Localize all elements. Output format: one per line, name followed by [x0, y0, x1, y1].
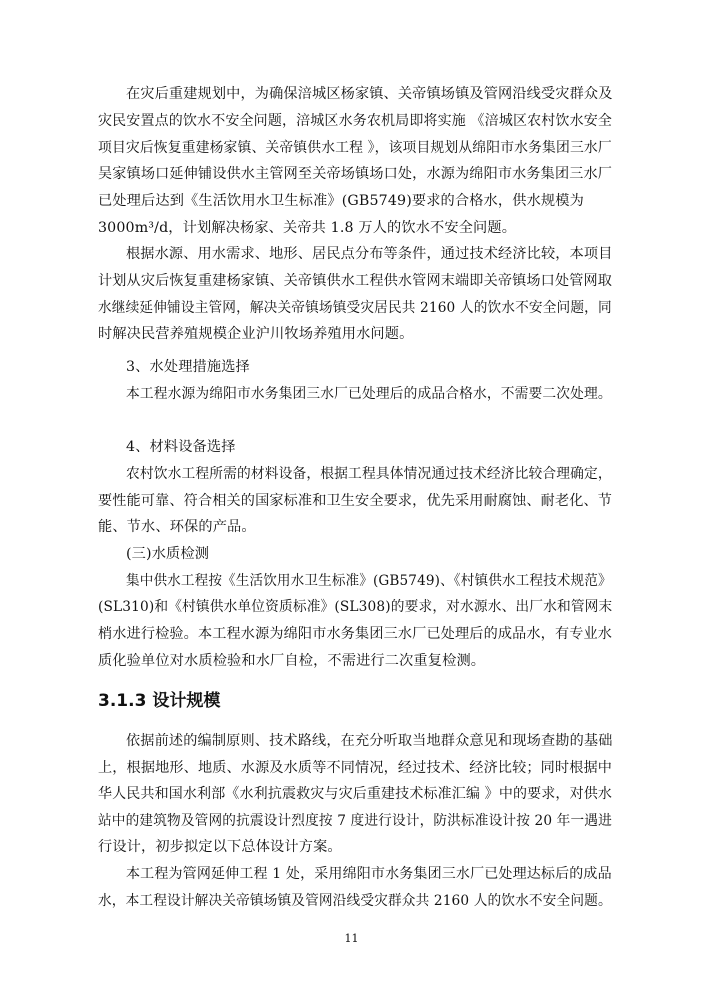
body-text-line: (SL310)和《村镇供水单位资质标准》(SL308)的要求，对水源水、出厂水和管网末	[98, 599, 613, 615]
subsection-heading: (三)水质检测	[126, 546, 210, 562]
body-text-line: 依据前述的编制原则、技术路线，在充分听取当地群众意见和现场查勘的基础	[126, 733, 613, 749]
section-heading: 3.1.3 设计规模	[98, 691, 221, 711]
body-text-line: 计划从灾后恢复重建杨家镇、关帝镇供水工程供水管网末端即关帝镇场口处管网取	[98, 273, 613, 289]
body-text-line: 能、节水、环保的产品。	[98, 519, 256, 535]
body-text-line: 水，本工程设计解决关帝镇场镇及管网沿线受灾群众共 2160 人的饮水不安全问题。	[98, 893, 612, 909]
subsection-heading: 3、水处理措施选择	[126, 359, 250, 375]
body-text-line: 质化验单位对水质检验和水厂自检，不需进行二次重复检测。	[98, 653, 486, 669]
body-text-line: 吴家镇场口延伸铺设供水主管网至关帝场镇场口处，水源为绵阳市水务集团三水厂	[98, 166, 613, 182]
body-text-line: 水继续延伸铺设主管网，解决关帝镇场镇受灾居民共 2160 人的饮水不安全问题，同	[98, 300, 612, 316]
body-text-line: 上，根据地形、地质、水源及水质等不同情况，经过技术、经济比较；同时根据中	[98, 760, 613, 776]
body-text-line: 站中的建筑物及管网的抗震设计烈度按 7 度进行设计，防洪标准设计按 20 年一遇进	[98, 813, 612, 829]
page-number: 11	[344, 932, 359, 945]
body-text-line: 在灾后重建规划中，为确保涪城区杨家镇、关帝镇场镇及管网沿线受灾群众及	[126, 86, 613, 102]
body-text-line: 项目灾后恢复重建杨家镇、关帝镇供水工程 》，该项目规划从绵阳市水务集团三水厂	[98, 140, 612, 156]
body-text-line: 灾民安置点的饮水不安全问题，涪城区水务农机局即将实施 《涪城区农村饮水安全	[98, 113, 613, 129]
body-text-line: 农村饮水工程所需的材料设备，根据工程具体情况通过技术经济比较合理确定，	[126, 466, 612, 482]
body-text-line: 行设计，初步拟定以下总体设计方案。	[98, 839, 342, 855]
body-text-line: 时解决民营养殖规模企业沪川牧场养殖用水问题。	[98, 326, 414, 342]
body-text-line: 已处理后达到《生活饮用水卫生标准》(GB5749)要求的合格水，供水规模为	[98, 193, 584, 209]
body-text-line: 根据水源、用水需求、地形、居民点分布等条件，通过技术经济比较，本项目	[126, 246, 613, 262]
body-text-line: 华人民共和国水利部《水利抗震救灾与灾后重建技术标准汇编 》中的要求，对供水	[98, 786, 613, 802]
subsection-heading: 4、材料设备选择	[126, 439, 236, 455]
body-text-line: 梢水进行检验。本工程水源为绵阳市水务集团三水厂已处理后的成品水，有专业水	[98, 626, 613, 642]
body-text-line: 本工程为管网延伸工程 1 处，采用绵阳市水务集团三水厂已处理达标后的成品	[126, 866, 612, 882]
body-text-line: 3000m³/d，计划解决杨家、关帝共 1.8 万人的饮水不安全问题。	[98, 220, 517, 236]
body-text-line: 集中供水工程按《生活饮用水卫生标准》(GB5749)、《村镇供水工程技术规范》	[126, 573, 612, 589]
body-text-line: 要性能可靠、符合相关的国家标准和卫生安全要求，优先采用耐腐蚀、耐老化、节	[98, 493, 613, 509]
body-text-line: 本工程水源为绵阳市水务集团三水厂已处理后的成品合格水，不需要二次处理。	[126, 386, 612, 402]
